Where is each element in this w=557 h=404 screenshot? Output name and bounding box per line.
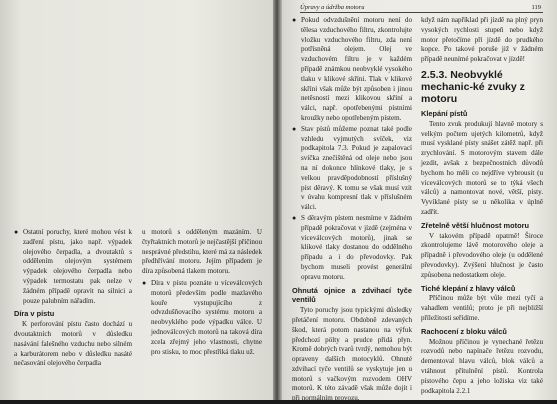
bullet-text: Stav pístů můžeme poznat také podle vzhledu vyjmutých svíček, viz podkapitola 7.3. Pokud je zapalovací svíčka znečištěná od oleje nebo jsou na ní dokonce hlínkové tlaky, je s velkou pravděpodobností příslušný píst děravý. K tomu se však musí vzít v úvahu kompresní tlak v příslušném válci. <box>301 124 412 212</box>
book-gutter <box>273 0 282 400</box>
list-item <box>292 214 412 283</box>
list-item <box>292 16 412 124</box>
running-head: Úpravy a údržba motoru <box>300 4 543 13</box>
paragraph: Tyto poruchy jsou typickými důsledky přetáčení motoru. Obdobně zdevaných škod, která potom nastanou na výfuk předchozí pölty a prudce přidá plyn. Kromě dobrých tvarů tvrdý, nemohou být opraveny dalších motocyklů. Ohnuté zdvihací tyče ventilů se vyskytuje jen u motorů s vačkovým rozvodem OHV motorů. K této závadě však může dojít i při normálním provozu. <box>292 306 412 403</box>
subhead-klepani-hlavy: Tiché klepání z hlavy válců <box>421 283 516 293</box>
paragraph: když nám například při jízdě na plný pryn vysokých rychlosti stupeň nebo když motor přetočíme při jízdě do prudkého kopce. Po takové poruše již v žádném případě neunímé pokračovat v jízdě! <box>421 16 543 64</box>
list-item <box>14 228 132 306</box>
left-page-column-1 <box>14 228 132 369</box>
paragraph: Tento zvuk produkují hlavně motory s velkým počtem ujetých kilometrů, když musí vysklané písty snášet zátěž např. při zrychlování. S motorovým stavem dále jezdit, avšak z bezpečnostních důvodů bychom ho měli co nejdříve vybrousit (u víceválcových motorů se to týká všech válců) a namontovat nové, větší, písty. Vyvíklané písty se u několika v úplně zadřít. <box>421 119 543 216</box>
bullet-icon: ● <box>292 213 297 222</box>
left-page-column-2 <box>142 228 262 357</box>
right-page-column-1 <box>292 16 412 404</box>
bullet-icon: ● <box>292 124 297 133</box>
subhead-rachoceni: Rachocení z bloku válců <box>421 326 507 336</box>
paragraph: K perforování pístu často dochází u dvoutaktních motorů v důsledku nasávání falešného vzduchu nebo silném a karburátorem nebo v důsledku nasáté nečasování olejového čerpadla <box>14 320 132 368</box>
bullet-text: Pokud odvzdušnění motoru není do tělesa vzduchového filtru, zkontrolujte vložku vzduchového filtru, zda není potřísněná olejem. Olej ve vzduchovém filtru je v každém případě známkou neobvyklé vysokého tlaku v klikové skříni. Tlak v klikové skříni však může být způsoben i jinou netěsností mezi klikovou skříní a válci, např. opotřebenými pístními kroužky nebo opotřebeným pístem. <box>301 16 412 122</box>
paragraph: Možnou příčinou je vynechané řetězu rozvodů nebo napínače řetězu rozvodu, dementoval hlavu válců, blok válců a vtáhnout přítulnění pístů. Kontrola pístového čepu a jeho ložiska viz také podkapitola 2.2.1 <box>421 337 543 395</box>
list-item <box>142 279 262 357</box>
subhead-hlucnost-motoru: Zřetelně větší hlučnost motoru <box>421 220 530 230</box>
bullet-text: Ostatní poruchy, které mohou vést k zadření pístu, jako např. výpadek olejového čerpadla, a dvoutaktů s oddělením olejovým systémem výpadek olejového čerpadla nebo výpadek termostatu pak nelze v žádném případě opravit na silnici a pouze palubním nářadím. <box>23 228 132 305</box>
bullet-icon: ● <box>292 16 297 24</box>
bullet-icon: ● <box>142 278 147 287</box>
paragraph: u motorů s odděleným mazáním. U čtyřtaktních motorů je nejčastější příčinou nesprávné předstihu, které má za následek předhřívání motoru. Jejím případem je díra způsobená tlakem motoru. <box>142 228 262 276</box>
subhead-dira-v-pistu: Díra v pístu <box>14 309 55 319</box>
section-title: 2.5.3. Neobvyklé mechanic-ké zvuky z motoru <box>421 68 525 105</box>
left-page <box>0 0 273 400</box>
subhead-ohnuta-ojnice: Ohnutá ojnice a zdvihací tyče ventilů <box>292 285 412 305</box>
subhead-klepani-pistu: Klepání pístů <box>421 108 468 118</box>
right-page-column-2 <box>421 16 543 396</box>
bullet-icon: ● <box>14 228 19 236</box>
list-item <box>292 125 412 213</box>
page-number: 119 <box>531 4 541 11</box>
paragraph: V takovém případě opatrně! Široce zkontrolujeme lávě motorového oleje a případně i převodového oleje (u oddělené převodovky). Zvýšení hlučnost je často způsobena nedostatkem oleje. <box>421 231 543 279</box>
paragraph: Příčinou může být vůle mezi tyčí a vahadlem ventilů; proto je při nejbližší příležitosti seřídíme. <box>421 294 543 322</box>
bullet-text: S děravým pístem nesmíme v žádném případě pokračovat v jízdě (zejména v víceválcových motorů), jinak se klikové tlaky dostanou do oddělného případu a i do převodovky. Pak bychom museli provést generální opravu motoru. <box>301 213 412 281</box>
bullet-text: Díra v pístu poznáte u víceválcových motorů především podle mazlavého kouře vystupujícího z odvzdušňovacího systému motoru a neobvyklého pode výpadku válce. U jednoválcových motorů na taková díra zcela zřejmý jeho vlastnosti, chytne pro stisku, to moc přestřiká tlaku už. <box>151 278 262 356</box>
